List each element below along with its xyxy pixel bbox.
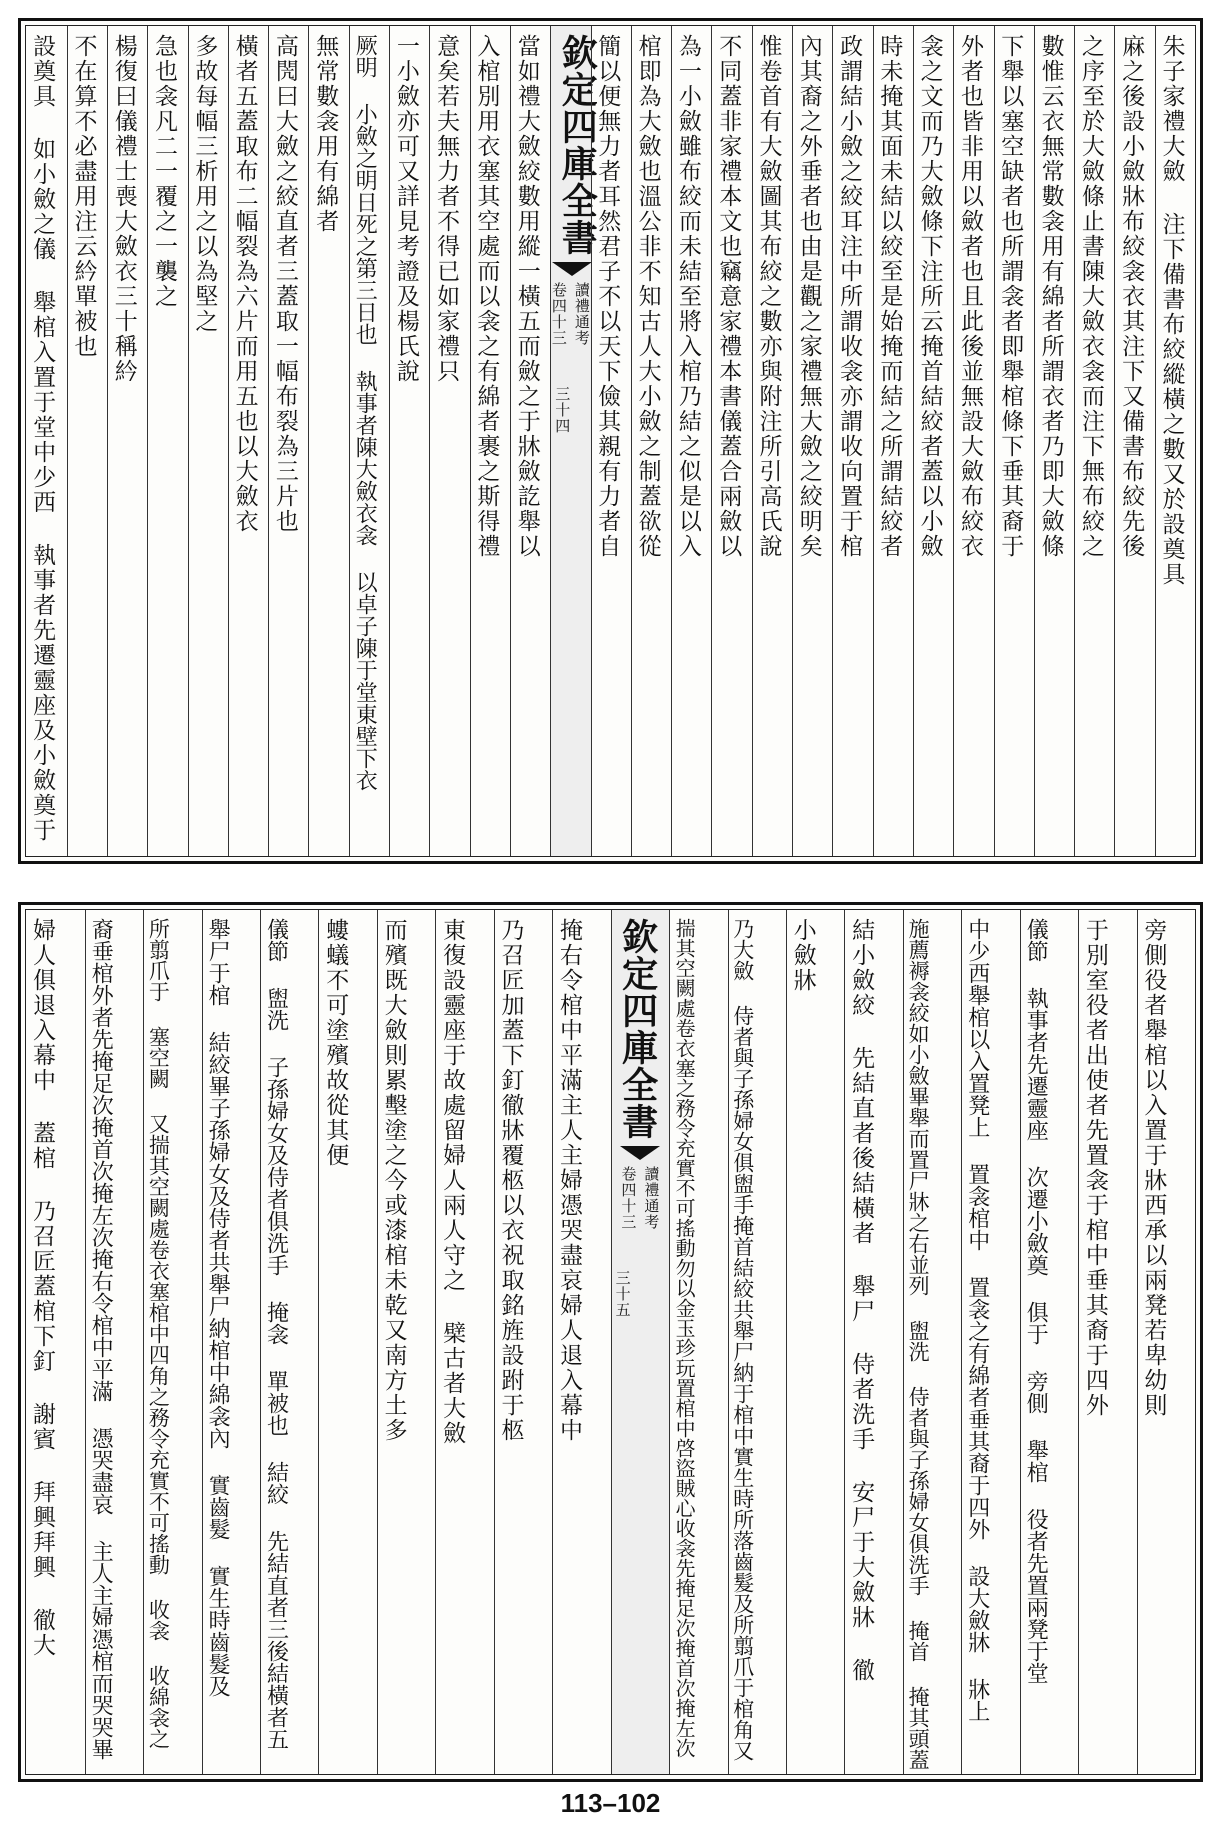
text-column [147,26,187,856]
banner-juan: 卷四十三 [549,282,568,346]
banner-title: 欽定四庫全書 [616,918,659,1140]
column-text: 婦人俱退入幕中 蓋棺 乃召匠蓋棺下釘 謝賓 拜興拜興 徹大 [29,918,55,1658]
column-text: 意矣若夫無力者不得已如家禮只 [433,34,460,384]
text-column [752,26,792,856]
fishtail-ornament-icon [552,262,592,276]
text-column [510,26,550,856]
text-column [107,26,147,856]
text-column [1114,26,1154,856]
column-text: 設奠具 如小斂之儀 舉棺入置于堂中少西 執事者先遷靈座及小斂奠于 [29,34,56,843]
text-column [349,26,389,856]
column-text: 為一小斂雖布絞而未結至將入棺乃結之似是以入 [674,34,701,559]
text-column [711,26,751,856]
column-text: 時未掩其面未結以絞至是始掩而結之所謂結絞者 [876,34,903,559]
text-column [792,26,832,856]
column-text: 下舉以塞空缺者也所謂衾者即舉棺條下垂其裔于 [997,34,1024,559]
column-text: 揣其空闕處卷衣塞之務令充實不可搖動勿以金玉珍玩置棺中啓盜賊心收衾先掩足次掩首次掩左次 [672,918,697,1758]
text-column [1137,910,1195,1774]
text-column [1078,910,1136,1774]
text-column [1155,26,1195,856]
text-column [26,910,84,1774]
text-column [1020,910,1078,1774]
column-text: 不同蓋非家禮本文也竊意家禮本書儀蓋合兩斂以 [715,34,742,559]
column-text: 所翦爪于 塞空闕 又揣其空闕處卷衣塞棺中四角之務令充實不可搖動 收衾 收綿衾之 [146,918,171,1749]
column-text: 數惟云衣無常數衾用有綿者所謂衣者乃即大斂條 [1037,34,1064,559]
text-column [591,26,631,856]
bottom-leaf-frame [25,909,1196,1775]
column-text: 于別室役者出使者先置衾于棺中垂其裔于四外 [1081,918,1108,1418]
text-column [873,26,913,856]
column-text: 內其裔之外垂者也由是觀之家禮無大斂之絞明矣 [795,34,822,559]
text-column [26,26,66,856]
text-column [552,910,610,1774]
column-text: 政謂結小斂之絞耳注中所謂收衾亦謂收向置于棺 [836,34,863,559]
text-column [389,26,429,856]
text-column [435,910,493,1774]
top-text-columns [26,26,1195,856]
banner-leaf-number: 三十五 [613,1270,632,1318]
text-column [961,910,1019,1774]
column-text: 施薦褥衾絞如小斂畢舉而置尸牀之右並列 盥洗 侍者與子孫婦女俱洗手 掩首 掩其頭蓋 [906,918,931,1770]
text-column [953,26,993,856]
column-text: 麻之後設小斂牀布絞衾衣其注下又備書布絞先後 [1118,34,1145,559]
text-column [669,910,727,1774]
center-banner [549,26,599,856]
bottom-leaf [18,902,1203,1782]
text-column [377,910,435,1774]
text-column [470,26,510,856]
column-text: 之序至於大斂條止書陳大斂衣衾而注下無布絞之 [1077,34,1104,559]
column-text: 中少西舉棺以入置凳上 置衾棺中 置衾之有綿者垂其裔于四外 設大斂牀 牀上 [964,918,990,1722]
text-column [728,910,786,1774]
column-text: 旁側役者舉棺以入置于牀西承以兩凳若卑幼則 [1140,918,1167,1418]
column-text: 掩右令棺中平滿主人主婦憑哭盡哀婦人退入幕中 [555,918,582,1443]
column-text: 小斂牀 [789,918,816,993]
column-text: 儀節 執事者先遷靈座 次遷小斂奠 俱于 旁側 舉棺 役者先置兩凳于堂 [1023,918,1049,1684]
text-column [202,910,260,1774]
text-column [188,26,228,856]
banner-source: 讀禮通考 [642,1166,661,1230]
column-text: 當如禮大斂絞數用縱一橫五而斂之于牀斂訖舉以 [513,34,540,559]
column-text: 乃大斂 侍者與子孫婦女俱盥手掩首結絞共舉尸納于棺中實生時所落齒髮及所翦爪于棺角又 [730,918,755,1761]
column-text: 橫者五蓋取布二幅裂為六片而用五也以大斂衣 [231,34,258,534]
text-column [268,26,308,856]
bottom-text-columns [26,910,1195,1774]
text-column [260,910,318,1774]
column-text: 一小斂亦可又詳見考證及楊氏說 [392,34,419,384]
text-column [318,910,376,1774]
banner-leaf-number: 三十四 [553,386,572,434]
text-column [844,910,902,1774]
text-column [143,910,201,1774]
column-text: 急也衾凡二一覆之一襲之 [151,34,178,309]
text-column [903,910,961,1774]
text-column [1034,26,1074,856]
column-text: 朱子家禮大斂 注下備書布絞縱橫之數又於設奠具 [1158,34,1185,587]
text-column [994,26,1034,856]
top-leaf-frame [25,25,1196,857]
text-column [228,26,268,856]
column-text: 惟卷首有大斂圖其布絞之數亦與附注所引高氏說 [755,34,782,559]
page-folio-number: 113–102 [560,1788,661,1818]
text-column [67,26,107,856]
column-text: 楊復曰儀禮士喪大斂衣三十稱紟 [110,34,137,384]
text-column [494,910,552,1774]
fishtail-ornament-icon [620,1146,660,1160]
column-text: 外者也皆非用以斂者也且此後並無設大斂布絞衣 [956,34,983,559]
top-leaf [18,18,1203,864]
text-column [1074,26,1114,856]
column-text: 多故每幅三析用之以為堅之 [191,34,218,334]
column-text: 結小斂絞 先結直者後結橫者 舉尸 侍者洗手 安尸于大斂牀 徹 [848,918,875,1683]
text-column [913,26,953,856]
column-text: 簡以便無力者耳然君子不以天下儉其親有力者自 [594,34,621,559]
banner-title: 欽定四庫全書 [556,34,599,256]
banner-source: 讀禮通考 [572,282,591,346]
column-text: 乃召匠加蓋下釘徹牀覆柩以衣祝取銘旌設跗于柩 [497,918,524,1443]
text-column [429,26,469,856]
text-column [832,26,872,856]
column-text: 不在算不必盡用注云紟單被也 [70,34,97,359]
text-column [671,26,711,856]
column-text: 入棺別用衣塞其空處而以衾之有綿者裹之斯得禮 [473,34,500,559]
text-column [308,26,348,856]
column-text: 無常數衾用有綿者 [312,34,339,234]
column-text: 棺即為大斂也溫公非不知古人大小斂之制蓋欲從 [634,34,661,559]
text-column [631,26,671,856]
column-text: 衾之文而乃大斂條下注所云掩首結絞者蓋以小斂 [916,34,943,559]
column-text: 裔垂棺外者先掩足次掩首次掩左次掩右令棺中平滿 憑哭盡哀 主人主婦憑棺而哭哭畢 [88,918,114,1760]
center-banner [611,910,669,1774]
column-text: 東復設靈座于故處留婦人兩人守之 檗古者大斂 [439,918,466,1446]
text-column [85,910,143,1774]
text-column [786,910,844,1774]
banner-juan: 卷四十三 [619,1166,638,1230]
column-text: 儀節 盥洗 子孫婦女及侍者俱洗手 掩衾 單被也 結絞 先結直者三後結橫者五 [263,918,289,1750]
column-text: 舉尸于棺 結絞畢子孫婦女及侍者共舉尸納棺中綿衾內 實齒髮 實生時齒髮及 [205,918,231,1697]
column-text: 螻蟻不可塗殯故從其便 [322,918,349,1168]
column-text: 厥明 小斂之明日死之第三日也 執事者陳大斂衣衾 以卓子陳于堂東壁下衣 [352,34,378,791]
column-text: 而殯既大斂則累墼塗之今或漆棺未乾又南方土多 [380,918,407,1443]
column-text: 高閌曰大斂之絞直者三蓋取一幅布裂為三片也 [271,34,298,534]
